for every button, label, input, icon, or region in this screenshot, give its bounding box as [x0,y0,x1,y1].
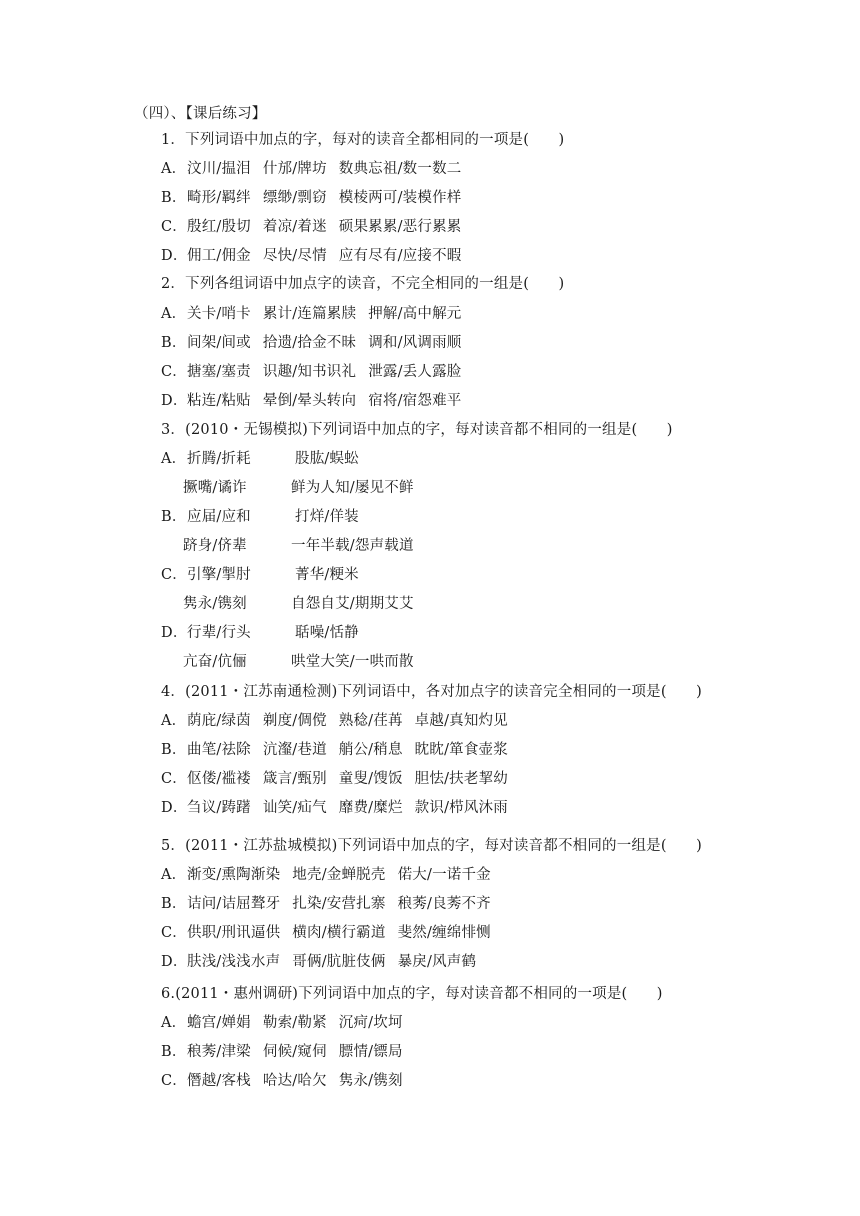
word-pair: 伛偻/褴褛 [187,771,251,787]
option-label: D． [161,800,188,816]
option-label: A． [161,161,187,177]
option-label: B． [161,335,187,351]
word-pair: 眈眈/箪食壶浆 [414,742,508,758]
word-pair: 膘情/镖局 [338,1044,403,1060]
question-6-option-a [161,1013,403,1033]
word-pair: 调和/风调雨顺 [368,335,462,351]
question-1-stem: 1．下列词语中加点的字，每对的读音全都相同的一项是( ) [161,132,565,148]
word-pair: 款识/栉风沐雨 [414,800,508,816]
question-6-option-c [161,1071,403,1091]
word-pair: 哄堂大笑/一哄而散 [291,654,414,670]
option-label: C． [161,567,187,583]
word-pair: 拾遗/拾金不昧 [262,335,357,351]
option-label: D． [161,625,188,641]
word-pair: 鲜为人知/屡见不鲜 [291,480,414,496]
option-label: A． [161,451,187,467]
word-pair: 泄露/丢人露脸 [368,364,462,380]
word-pair: 什邡/牌坊 [262,161,327,177]
question-1-option-c [161,217,461,237]
word-pair: 隽永/镌刻 [183,596,247,612]
option-label: C． [161,364,187,380]
option-label: A． [161,306,187,322]
option-label: B． [161,742,187,758]
word-pair: 关卡/哨卡 [187,306,251,322]
word-pair: 亢奋/伉俪 [183,654,247,670]
question-5-option-a [161,865,491,885]
option-label: A． [161,867,187,883]
word-pair: 讪笑/疝气 [262,800,327,816]
word-pair: 暴戾/风声鹤 [397,954,477,970]
word-pair: 应届/应和 [187,509,251,525]
word-pair: 折腾/折耗 [187,451,251,467]
word-pair: 偌大/一诺千金 [397,867,491,883]
question-4-option-c [161,769,508,789]
word-pair: 撅嘴/谲诈 [183,480,247,496]
word-pair: 跻身/侪辈 [183,538,247,554]
word-pair: 童叟/馊饭 [338,771,403,787]
word-pair: 自怨自艾/期期艾艾 [291,596,414,612]
word-pair: 供职/刑讯逼供 [187,925,281,941]
word-pair: 地壳/金蝉脱壳 [292,867,386,883]
word-pair: 靡费/糜烂 [338,800,403,816]
word-pair: 沉疴/坎坷 [338,1015,403,1031]
word-pair: 行辈/行头 [187,625,251,641]
word-pair: 着凉/着迷 [262,219,327,235]
option-label: C． [161,219,187,235]
question-3-option-a-row-1 [161,449,359,469]
word-pair: 荫庇/绿茵 [187,713,251,729]
question-4-option-a [161,711,508,731]
word-pair: 箴言/甄别 [262,771,327,787]
word-pair: 熟稔/荏苒 [338,713,403,729]
option-label: D． [161,248,188,264]
question-3-option-d-row-1 [161,623,359,643]
question-5-option-b [161,894,491,914]
question-1-option-b [161,188,461,208]
question-3-stem: 3．(2010・无锡模拟)下列词语中加点的字，每对读音都不相同的一组是( ) [161,422,673,438]
word-pair: 横肉/横行霸道 [292,925,386,941]
question-4-option-b [161,740,508,760]
word-pair: 胆怯/扶老挈幼 [414,771,508,787]
word-pair: 宿将/宿怨难平 [368,393,462,409]
word-pair: 粘连/粘贴 [187,393,251,409]
option-label: B． [161,896,187,912]
question-2-option-c [161,362,461,382]
option-label: A． [161,1015,187,1031]
question-3-option-d-row-2 [183,652,414,672]
option-label: C． [161,1073,187,1089]
question-3-option-c-row-2 [183,594,414,614]
option-label: D． [161,954,188,970]
option-label: C． [161,925,187,941]
word-pair: 渐变/熏陶渐染 [187,867,281,883]
question-5-option-c [161,923,491,943]
word-pair: 搪塞/塞责 [187,364,251,380]
option-label: B． [161,509,187,525]
word-pair: 隽永/镌刻 [338,1073,403,1089]
word-pair: 伺候/窥伺 [262,1044,327,1060]
word-pair: 汶川/揾泪 [187,161,251,177]
word-pair: 模棱两可/装模作样 [338,190,462,206]
word-pair: 殷红/殷切 [187,219,251,235]
word-pair: 菁华/粳米 [295,567,359,583]
word-pair: 押解/高中解元 [368,306,462,322]
word-pair: 诘问/诘屈聱牙 [187,896,281,912]
word-pair: 肤浅/浅浅水声 [187,954,281,970]
word-pair: 沆瀣/巷道 [262,742,327,758]
word-pair: 畸形/羁绊 [187,190,251,206]
question-3-option-b-row-2 [183,536,414,556]
question-5-stem: 5．(2011・江苏盐城模拟)下列词语中加点的字，每对读音都不相同的一组是( ) [161,838,702,854]
option-label: B． [161,190,187,206]
word-pair: 缥缈/剽窃 [262,190,327,206]
option-label: C． [161,771,187,787]
word-pair: 刍议/踌躇 [187,800,251,816]
question-2-stem: 2．下列各组词语中加点字的读音，不完全相同的一组是( ) [161,276,565,292]
word-pair: 尽快/尽情 [262,248,327,264]
question-5-option-d [161,952,476,972]
word-pair: 应有尽有/应接不暇 [338,248,462,264]
word-pair: 股肱/蜈蚣 [295,451,359,467]
word-pair: 晕倒/晕头转向 [262,393,357,409]
question-6-option-b [161,1042,403,1062]
option-label: A． [161,713,187,729]
question-4-stem: 4．(2011・江苏南通检测)下列词语中，各对加点字的读音完全相同的一项是( ) [161,684,702,700]
question-6-stem: 6.(2011・惠州调研)下列词语中加点的字，每对读音都不相同的一项是( ) [161,986,663,1002]
word-pair: 识趣/知书识礼 [262,364,357,380]
word-pair: 哥俩/肮脏伎俩 [292,954,386,970]
word-pair: 引擎/掣肘 [187,567,251,583]
word-pair: 稂莠/良莠不齐 [397,896,491,912]
question-3-option-b-row-1 [161,507,359,527]
word-pair: 间架/间或 [187,335,251,351]
question-2-option-d [161,391,461,411]
word-pair: 曲笔/祛除 [187,742,251,758]
option-label: B． [161,1044,187,1060]
question-3-option-c-row-1 [161,565,359,585]
word-pair: 硕果累累/恶行累累 [338,219,462,235]
word-pair: 稂莠/津梁 [187,1044,251,1060]
word-pair: 累计/连篇累牍 [262,306,357,322]
question-3-option-a-row-2 [183,478,414,498]
word-pair: 剃度/倜傥 [262,713,327,729]
word-pair: 卓越/真知灼见 [414,713,508,729]
word-pair: 打烊/佯装 [295,509,359,525]
word-pair: 勒索/勒紧 [262,1015,327,1031]
option-label: D． [161,393,188,409]
question-2-option-a [161,304,461,324]
word-pair: 数典忘祖/数一数二 [338,161,462,177]
section-title: （四）、【课后练习】 [134,106,267,122]
word-pair: 一年半载/怨声载道 [291,538,414,554]
word-pair: 佣工/佣金 [187,248,251,264]
word-pair: 哈达/哈欠 [262,1073,327,1089]
word-pair: 艄公/稍息 [338,742,403,758]
question-1-option-a [161,159,461,179]
word-pair: 扎染/安营扎寨 [292,896,386,912]
word-pair: 僭越/客栈 [187,1073,251,1089]
question-2-option-b [161,333,461,353]
word-pair: 斐然/缠绵悱恻 [397,925,491,941]
question-1-option-d [161,246,461,266]
word-pair: 聒噪/恬静 [295,625,359,641]
question-4-option-d [161,798,508,818]
word-pair: 蟾宫/婵娟 [187,1015,251,1031]
